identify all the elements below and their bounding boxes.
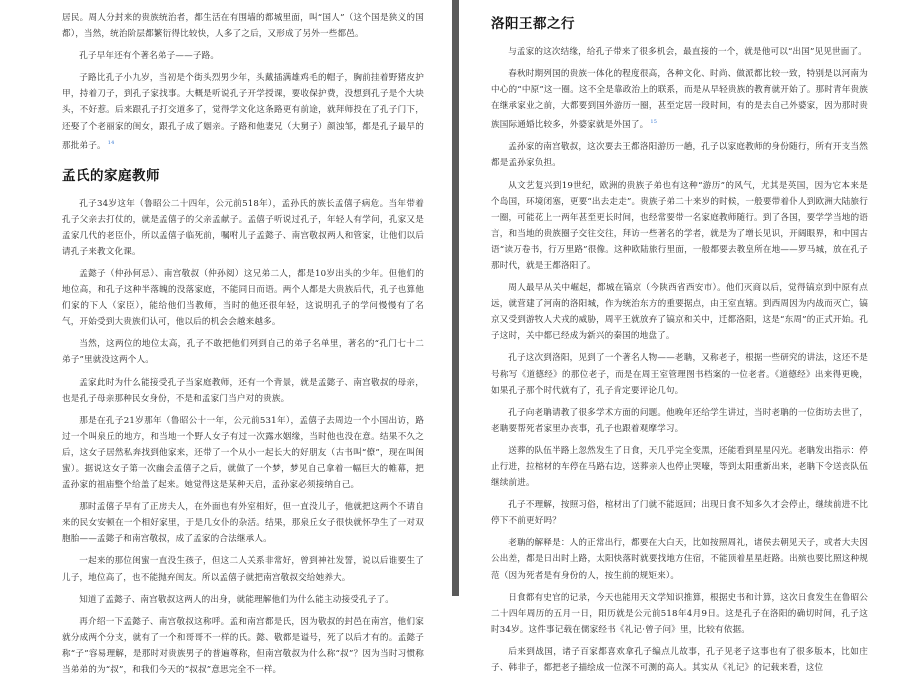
right-page xyxy=(459,0,900,674)
left-paragraph-3 xyxy=(62,70,424,153)
right-paragraph-10: 老聃的解释是：人的正常出行，都要在大白天，比如按照周礼，诸侯去朝见天子，或者大夫因公出差，都是日出时上路，太阳快落时就要找地方住宿，不能顶着星星赶路。出殡也要比照这种规范（因为死者是有身份的人，按生前的规矩来）。 xyxy=(491,538,868,581)
right-paragraph-5: 周人最早从关中崛起，都城在镐京（今陕西省西安市）。他们灭商以后，觉得镐京到中原有点远，就营建了河南的洛阳城，作为统治东方的重要据点，由王室直辖。到西周因为内战而灭亡，镐京又受到游牧人犬戎的威胁，周平王就放弃了镐京和关中，迁都洛阳，这是“东周”的正式开始。孔子这时，关中都已经成为新兴的秦国的地盘了。 xyxy=(491,283,868,342)
left-paragraph-2: 孔子早年还有个著名弟子——子路。 xyxy=(79,51,220,62)
section-title-luoyang-trip: 洛阳王都之行 xyxy=(491,16,575,32)
left-section-paragraph-2: 孟懿子（仲孙何忌）、南宫敬叔（仲孙阅）这兄弟二人，都是10岁出头的少年。但他们的地位高，和孔子这种半落魄的没落家庭，不能同日而语。两个人都是大贵族后代，孔子也算他们家的下人（家臣），能给他们当教师，当时的他还很年轻，这说明孔子的学问慢慢有了名气，开始受到大贵族们认可，他以后的机会会越来越多。 xyxy=(62,268,424,328)
right-paragraph-4: 从文艺复兴到19世纪，欧洲的贵族子弟也有这种“游历”的风气，尤其是英国，因为它本来是个岛国，环境闭塞，更要“出去走走”。贵族子弟二十来岁的时候，一般要带着仆人到欧洲大陆旅行一圈，可能花上一两年甚至更长时间，也经常要带一名家庭教师随行。到了各国，要学学当地的语言，和当地的贵族圈子交往交往，拜访一些著名的学者，就是为了增长见识，开阔眼界，和中国古语“读万卷书，行万里路”很像。这种欧陆旅行里面，一般都要去教皇所在地——罗马城，放在孔子那时代，就是王都洛阳了。 xyxy=(491,180,868,271)
right-paragraph-8: 送葬的队伍半路上忽然发生了日食，天几乎完全变黑，还能看到星星闪光。老聃发出指示：停止行进，拉棺材的车停在马路右边，送葬亲人也停止哭嚎，等到太阳重新出来，老聃下令送丧队伍继续前进。 xyxy=(491,445,868,489)
left-paragraph-3-text: 子路比孔子小九岁，当初是个街头烈男少年，头戴插满雄鸡毛的帽子，胸前挂着野猪皮护甲，持着刀子，到孔子家找事。大概是听说孔子开学授课，要收保护费，没想到孔子是个大块头，不好惹。后来跟孔子打交道多了，觉得学文化这条路更有前途，就拜师投在了孔子门下，还娶了个老丽家的闺女，跟孔子成了姻亲。子路和他妻兄（大舅子）颜浊邹，都是孔子最早的那批弟子。 xyxy=(62,73,424,151)
section-title-meng-family-tutor: 孟氏的家庭教师 xyxy=(62,167,160,184)
right-paragraph-6: 孔子这次到洛阳，见到了一个著名人物——老聃，又称老子，根据一些研究的讲法，这还不是号称写《道德经》的那位老子，而是在周王室管理图书档案的一位老者。《道德经》出来得更晚，如果孔子那个时代就有了，孔子肯定要评论几句。 xyxy=(491,353,868,396)
left-section-paragraph-8: 知道了孟懿子、南宫敬叔这两人的出身，就能理解他们为什么能主动接受孔子了。 xyxy=(79,594,394,605)
footnote-link-14[interactable]: 14 xyxy=(107,139,115,146)
left-section-paragraph-1: 孔子34岁这年（鲁昭公二十四年，公元前518年），孟孙氏的族长孟僖子病危。当年带着孔子父亲去打仗的，就是孟僖子的父亲孟献子。孟僖子听说过孔子，年轻人有学问，孔家又是孟家几代的老臣仆，所以孟僖子临死前，嘱咐儿子孟懿子、南宫敬叔两人和管家，让他们以后请孔子来教文化课。 xyxy=(62,198,424,257)
right-paragraph-2-text: 春秋时期列国的贵族一体化的程度很高，各种文化、时尚、做派都比较一致，特别是以河南为中心的“中原”这一圈。这不全是靠政治上的联系，而是从早轻贵族的教育就开始了。那时青年贵族在继承家业之前，大都要到国外游历一圈，甚至定居一段时间，有的是去自己外婆家，因为那时贵族国际通婚比较多，外婆家就是外国了。 xyxy=(491,69,868,131)
page-gutter-divider xyxy=(452,0,459,596)
left-section-paragraph-6: 那时孟僖子早有了正房夫人，在外面也有外室相好，但一直没儿子，他就把这两个不请自来的民女安顿在一个相好家里，于是几女仆的杂活。结果，那泉丘女子很快就怀孕生了一对双胞胎——孟懿子和南宫敬叔，成了孟家的合法继承人。 xyxy=(62,502,424,545)
left-section-paragraph-9: 再介绍一下孟懿子、南宫敬叔这称呼。孟和南宫都是氏，因为敬叔的封邑在南宫，他们家就分成两个分支，就有了一个和哥哥不一样的氏。懿、敬都是谥号，死了以后才有的。孟懿子称“子”容易理解，是那时对贵族男子的普遍尊称，但南宫敬叔为什么称“叔”？因为当时习惯称当弟弟的为“叔”，和我们今天的“叔叔”意思完全不一样。 xyxy=(62,616,424,676)
right-paragraph-1: 与孟家的这次结缘，给孔子带来了很多机会，最直接的一个，就是他可以“出国”见见世面了。 xyxy=(508,47,868,57)
right-paragraph-12: 后来到战国，诸子百家都喜欢拿孔子编点儿故事，孔子见老子这事也有了很多版本，比如庄子、韩非子，都把老子描绘成一位深不可测的高人。其实从《礼记》的记载来看，这位 xyxy=(491,646,868,674)
right-paragraph-7: 孔子向老聃请教了很多学术方面的问题。他晚年还给学生讲过，当时老聃的一位街坊去世了，老聃要帮死者家里办丧事，孔子也跟着观摩学习。 xyxy=(491,407,868,434)
right-paragraph-9: 孔子不理解，按照习俗，棺材出了门就不能返回；出现日食不知多久才会停止，继续前进不比停下不前更好吗？ xyxy=(491,500,868,527)
right-paragraph-3: 孟孙家的南宫敬叔，这次要去王都洛阳游历一趟，孔子以家庭教师的身份随行，所有开支当然都是孟孙家负担。 xyxy=(491,142,868,169)
right-paragraph-11: 日食都有史官的记录，今天也能用天文学知识推算，根据史书和计算，这次日食发生在鲁昭公二十四年周历的五月一日，阳历就是公元前518年4月9日。这是孔子在洛阳的确切时间，孔子这时34岁。这件事记载在儒家经书《礼记·曾子问》里，比较有依据。 xyxy=(491,592,868,635)
left-section-paragraph-7: 一起来的那位闺蜜一直没生孩子，但这二人关系非常好，曾到神社发誓，说以后谁要生了儿子，地位高了，也不能抛弃闺友。所以孟僖子就把南宫敬叔交给她养大。 xyxy=(62,556,424,583)
left-section-paragraph-4: 孟家此时为什么能接受孔子当家庭教师，还有一个背景，就是孟懿子、南宫敬叔的母亲，也是孔子母亲那种民女身份，不是和孟家门当户对的贵族。 xyxy=(62,377,424,404)
right-paragraph-2 xyxy=(491,66,868,133)
left-section-paragraph-5: 那是在孔子21岁那年（鲁昭公十一年，公元前531年），孟僖子去周边一个小国出访，路过一个叫泉丘的地方，和当地一个野人女子有过一次露水姻缘，当时他也没在意。结果不久之后，这女子居然私奔找到他家来，还带了一个从小一起长大的好朋友（古书叫“僚”，现在叫闺蜜）。据说这女子第一次幽会孟僖子之后，就做了一个梦，梦见自己拿着一幅巨大的帷幕，把孟孙家的祖庙整个给盖了起来。她觉得这是某种天启，孟孙家必须接纳自己。 xyxy=(62,415,424,491)
left-section-paragraph-3: 当然，这两位的地位太高，孔子不敢把他们列到自己的弟子名单里，著名的“孔门七十二弟子”里就没这两个人。 xyxy=(62,339,424,366)
footnote-link-15[interactable]: 15 xyxy=(650,119,658,126)
left-paragraph-1: 居民。周人分封来的贵族统治者，都生活在有围墙的都城里面，叫“国人”（这个国是狭义的国都），当然，统治阶层都繁衍得比较快，人多了之后，又形成了另外一些都邑。 xyxy=(62,13,424,40)
